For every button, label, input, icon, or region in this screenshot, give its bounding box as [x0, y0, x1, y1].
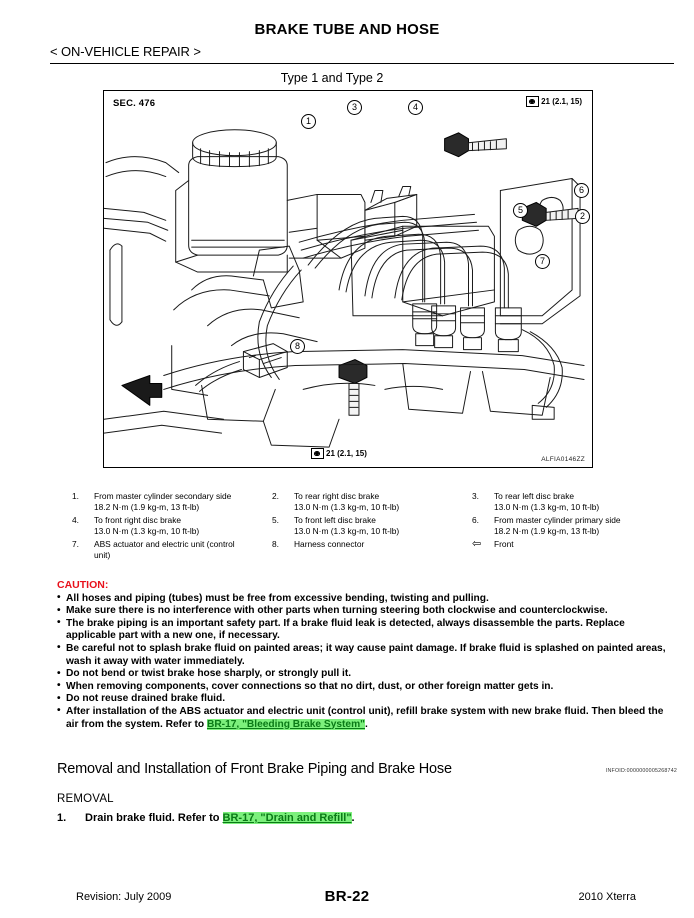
legend-item-torque: 13.0 N·m (1.3 kg-m, 10 ft-lb) [494, 502, 600, 512]
link-drain-and-refill[interactable]: BR-17, "Drain and Refill" [222, 812, 352, 824]
figure-type-caption: Type 1 and Type 2 [280, 71, 384, 85]
legend-item-3 [472, 491, 672, 513]
procedure-heading: Removal and Installation of Front Brake Piping and Brake Hose [57, 761, 452, 777]
step-text-end: . [351, 812, 355, 824]
torque-spec-bottom [311, 448, 367, 459]
torque-wrench-icon [311, 448, 324, 459]
legend-item-label: Harness connector [294, 539, 365, 549]
callout-marker-5: 5 [513, 203, 528, 218]
section-header [0, 44, 694, 64]
step-number: 1. [57, 812, 67, 824]
figure-id-label: ALFIA0146ZZ [541, 456, 585, 463]
legend-item-torque: 18.2 N·m (1.9 kg-m, 13 ft-lb) [494, 526, 600, 536]
callout-marker-4: 4 [408, 100, 423, 115]
legend-item-torque: 18.2 N·m (1.9 kg-m, 13 ft-lb) [94, 502, 200, 512]
caution-bullet: • Do not reuse drained brake fluid. [57, 693, 677, 706]
step-text: Drain brake fluid. Refer to [85, 812, 223, 824]
procedure-subsection: REMOVAL [57, 793, 114, 805]
legend-item-torque: 13.0 N·m (1.3 kg-m, 10 ft-lb) [94, 526, 200, 536]
callout-marker-7: 7 [535, 254, 550, 269]
caution-bullet: • Be careful not to splash brake fluid on painted areas; it way cause paint damage. If brake fluid is splashed on painted areas, wash it away with water immediately. [57, 643, 677, 668]
brake-assembly-illustration [104, 91, 592, 467]
caution-title: CAUTION: [57, 579, 109, 591]
legend-item-number: 4. [72, 515, 79, 525]
front-arrow-icon: ⇦ [472, 538, 481, 550]
footer-model: 2010 Xterra [578, 891, 636, 903]
legend-item-2 [272, 491, 472, 513]
caution-block [57, 579, 677, 731]
legend-item-1 [72, 491, 272, 513]
parts-legend [72, 491, 672, 563]
caution-bullet: • Make sure there is no interference with other parts when turning steering both clockwise and counterclockwise. [57, 605, 677, 618]
brake-system-diagram [103, 90, 593, 468]
legend-item-number: 5. [272, 515, 279, 525]
torque-spec-top-value: 21 (2.1, 15) [541, 97, 582, 106]
legend-item-4 [72, 515, 272, 537]
legend-item-label: To front right disc brake [94, 515, 182, 525]
procedure-heading-row [57, 760, 677, 778]
legend-item-label: To rear left disc brake [494, 491, 575, 501]
caution-bullet: • Do not bend or twist brake hose sharply, or strongly pull it. [57, 668, 677, 681]
torque-wrench-icon [526, 96, 539, 107]
page-title: BRAKE TUBE AND HOSE [254, 21, 440, 38]
legend-item-label: From master cylinder secondary side [94, 491, 232, 501]
legend-row [72, 491, 672, 513]
legend-item-5 [272, 515, 472, 537]
legend-item-front [472, 539, 672, 561]
callout-marker-2: 2 [575, 209, 590, 224]
legend-item-label: From master cylinder primary side [494, 515, 621, 525]
legend-item-torque: 13.0 N·m (1.3 kg-m, 10 ft-lb) [294, 526, 400, 536]
footer-revision: Revision: July 2009 [76, 891, 172, 903]
header-divider [50, 63, 674, 64]
callout-marker-8: 8 [290, 339, 305, 354]
caution-bullet-with-link [57, 706, 677, 731]
figure-sec-label: SEC. 476 [113, 98, 156, 109]
torque-spec-top [526, 96, 582, 107]
footer-page-number: BR-22 [324, 888, 370, 905]
caution-bullet: • The brake piping is an important safety part. If a brake fluid leak is detected, always disassemble the parts. Replace applicable part with a new one, if necessary. [57, 618, 677, 643]
legend-row [72, 539, 672, 561]
caution-bullet: • When removing components, cover connections so that no dirt, dust, or other foreign matter gets in. [57, 681, 677, 694]
section-breadcrumb: < ON-VEHICLE REPAIR > [50, 44, 201, 59]
legend-item-number: 7. [72, 539, 79, 549]
torque-spec-bottom-value: 21 (2.1, 15) [326, 449, 367, 458]
legend-item-label: To front left disc brake [294, 515, 376, 525]
legend-item-label-cont: unit) [94, 550, 111, 560]
callout-marker-3: 3 [347, 100, 362, 115]
legend-item-number: 1. [72, 491, 79, 501]
legend-item-number: 2. [272, 491, 279, 501]
legend-item-label: Front [494, 539, 514, 549]
caution-bullet-text-end: . [364, 718, 368, 730]
legend-item-7 [72, 539, 272, 561]
link-bleeding-brake-system[interactable]: BR-17, "Bleeding Brake System" [206, 718, 365, 730]
page-footer [0, 888, 694, 911]
caution-bullet: • All hoses and piping (tubes) must be free from excessive bending, twisting and pulling. [57, 593, 677, 606]
legend-item-label: To rear right disc brake [294, 491, 380, 501]
legend-row [72, 515, 672, 537]
caution-bullet-text: After installation of the ABS actuator and electric unit (control unit), refill brake system with new brake fluid. Then bleed the air from the system. Refer to [66, 705, 664, 730]
callout-marker-6: 6 [574, 183, 589, 198]
callout-marker-1: 1 [301, 114, 316, 129]
legend-item-torque: 13.0 N·m (1.3 kg-m, 10 ft-lb) [294, 502, 400, 512]
legend-item-number: 6. [472, 515, 479, 525]
legend-item-number: 3. [472, 491, 479, 501]
legend-item-label: ABS actuator and electric unit (control [94, 539, 235, 549]
legend-item-number: 8. [272, 539, 279, 549]
legend-item-8 [272, 539, 472, 561]
procedure-step-1 [57, 812, 355, 824]
infoid-label: INFOID:0000000005268742 [605, 768, 677, 774]
legend-item-6 [472, 515, 672, 537]
